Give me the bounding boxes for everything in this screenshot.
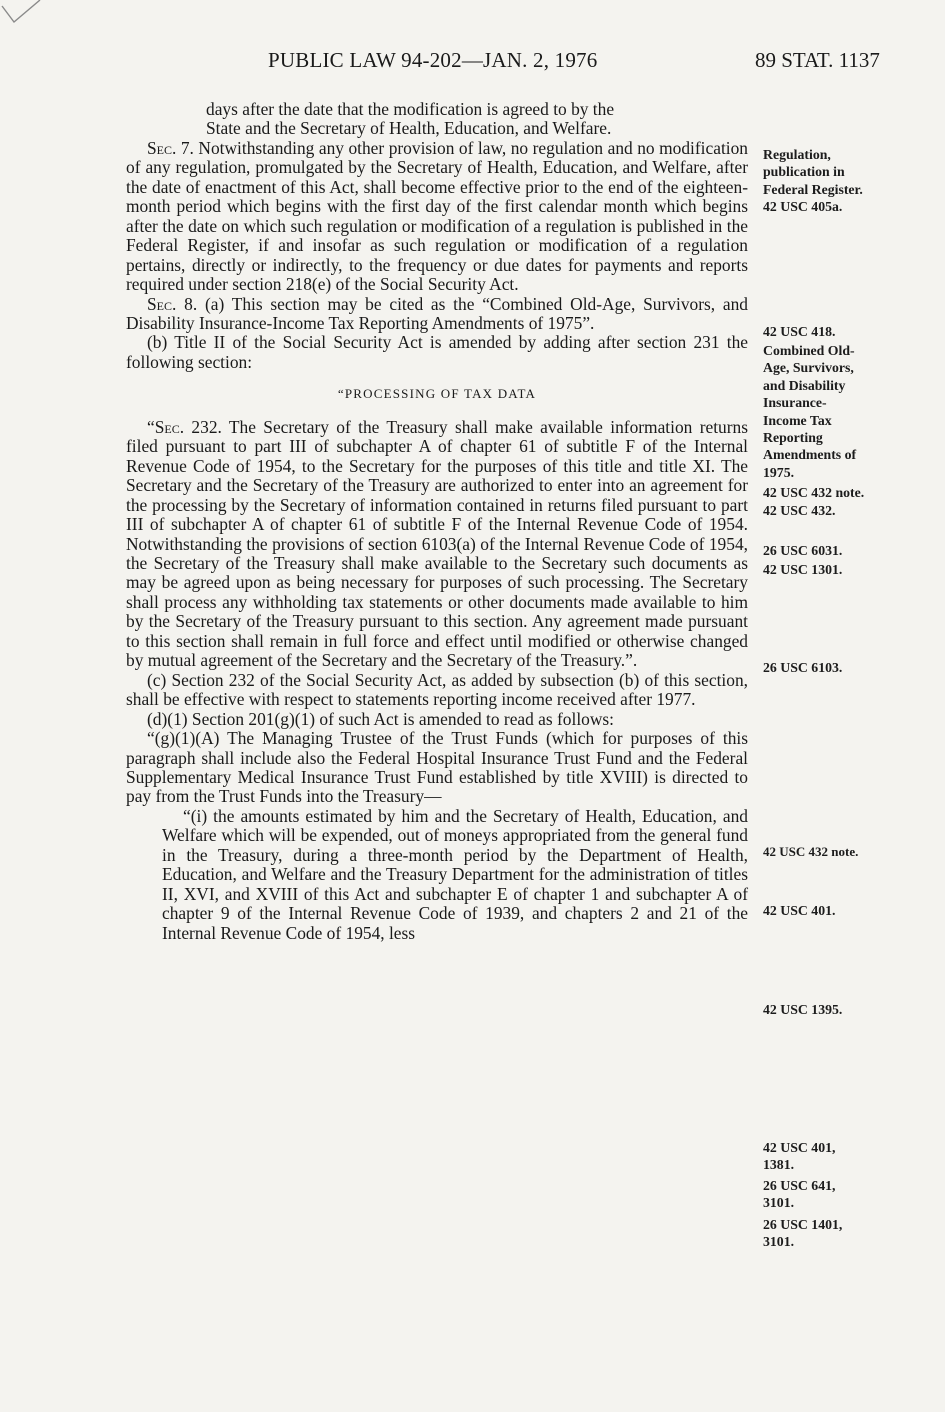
margin-note-regulation: Regulation, publication in Federal Register. 42 USC 405a. xyxy=(763,147,863,215)
margin-note-citation: 42 USC 1301. xyxy=(763,562,843,577)
section-8a xyxy=(126,295,748,334)
margin-note-citation: 26 USC 6103. xyxy=(763,660,843,675)
section-8a-text: 8. (a) This section may be cited as the “Combined Old-Age, Survivors, and Disability Insurance-Income Tax Reporting Amendments of 1975”. xyxy=(126,293,748,333)
statute-text xyxy=(126,100,748,943)
margin-note-citation: 26 USC 641, 3101. xyxy=(763,1178,836,1211)
section-label: Sec. xyxy=(147,137,177,158)
page-header xyxy=(0,48,945,78)
section-heading: “PROCESSING OF TAX DATA xyxy=(337,386,537,402)
section-label: “Sec. xyxy=(147,416,185,437)
running-title: PUBLIC LAW 94-202—JAN. 2, 1976 xyxy=(268,48,598,72)
margin-note-short-title: Combined Old- Age, Survivors, and Disability Insurance- Income Tax Reporting Amendments of 1975. xyxy=(763,343,857,480)
continued-line: days after the date that the modification is agreed to by the xyxy=(206,99,615,119)
margin-note-citation: 42 USC 1395. xyxy=(763,1002,843,1017)
margin-note-citation: 42 USC 401, 1381. xyxy=(763,1140,836,1173)
margin-note-citation: 26 USC 1401, 3101. xyxy=(763,1217,843,1250)
margin-note-citation: 42 USC 432 note. xyxy=(763,485,865,500)
section-7 xyxy=(126,139,748,295)
paragraph-g1a: “(g)(1)(A) The Managing Trustee of the Trust Funds (which for purposes of this paragraph shall include also the Federal Hospital Insurance Trust Fund and the Federal Supplementary Medical Insurance Trust Fund established by title XVIII) is directed to pay from the Trust Funds into the Treasury— xyxy=(126,728,748,807)
section-7-text: 7. Notwithstanding any other provision of law, no regulation and no modification of any regulation, promulgated by the Secretary of Health, Education, and Welfare, after the date of enactment of this Act, shall become effective prior to the end of the eighteen-month period which begins with the first day of the first calendar month which begins after the date on which such regulation or modification of a regulation is published in the Federal Register, if and insofar as such regulation or modification of a regulation pertains, directly or indirectly, to the frequency or due dates for payments and reports required under section 218(e) of the Social Security Act. xyxy=(126,137,748,295)
margin-note-citation: 42 USC 432. xyxy=(763,503,836,518)
page-number: 89 STAT. 1137 xyxy=(755,48,880,72)
continued-line: State and the Secretary of Health, Education, and Welfare. xyxy=(206,118,612,139)
clause-i: “(i) the amounts estimated by him and the Secretary of Health, Education, and Welfare which will be expended, out of moneys appropriated from the general fund in the Treasury, during a three-month period by the Department of Health, Education, and Welfare and the Treasury Department for the administration of titles II, XVI, and XVIII of this Act and subchapter E of chapter 1 and subchapter A of chapter 9 of the Internal Revenue Code of 1939, and chapters 2 and 21 of the Internal Revenue Code of 1954, less xyxy=(162,805,748,943)
section-label: Sec. xyxy=(147,293,177,314)
section-232-text: 232. The Secretary of the Treasury shall make available information returns filed pursuant to part III of subchapter A of chapter 61 of subtitle F of the Internal Revenue Code of 1954, to the Secretary for the purposes of this title and title XI. The Secretary and the Secretary of the Treasury are authorized to enter into an agreement for the processing by the Secretary of information contained in returns filed pursuant to part III of subchapter A of chapter 61 of subtitle F of the Internal Revenue Code of 1954. Notwithstanding the provisions of section 6103(a) of the Internal Revenue Code of 1954, the Secretary of the Treasury shall make available to the Secretary such documents as may be agreed upon as being necessary for purposes of such processing. The Secretary shall process any withholding tax statements or other documents made available to him by the Secretary of the Treasury pursuant to this section. Any agreement made pursuant to this section shall remain in full force and effect until modified or otherwise changed by mutual agreement of the Secretary and the Secretary of the Treasury.”. xyxy=(126,416,748,671)
section-8b: (b) Title II of the Social Security Act is amended by adding after section 231 the following section: xyxy=(126,332,748,372)
margin-note-citation: 42 USC 418. xyxy=(763,324,836,339)
section-8c: (c) Section 232 of the Social Security Act, as added by subsection (b) of this section, shall be effective with respect to statements reporting income received after 1977. xyxy=(126,669,748,710)
margin-note-citation: 26 USC 6031. xyxy=(763,543,843,558)
section-8d: (d)(1) Section 201(g)(1) of such Act is amended to read as follows: xyxy=(147,708,615,729)
section-232 xyxy=(126,418,748,671)
margin-note-citation: 42 USC 432 note. xyxy=(763,844,859,859)
margin-note-citation: 42 USC 401. xyxy=(763,903,836,918)
